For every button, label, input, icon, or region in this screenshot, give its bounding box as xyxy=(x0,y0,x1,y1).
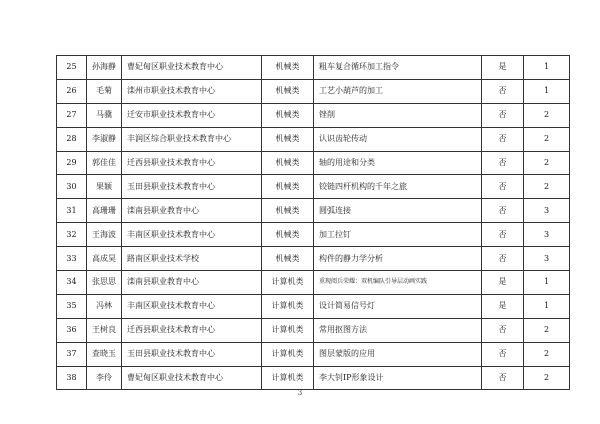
lesson-title-cell: 李大钊IP形象设计 xyxy=(314,366,482,390)
table-row xyxy=(57,103,570,127)
school-name-cell: 滦州市职业技术教育中心 xyxy=(122,79,262,103)
row-index-cell: 30 xyxy=(57,175,87,199)
row-index-cell: 27 xyxy=(57,103,87,127)
school-name-cell: 迁安市职业技术教育中心 xyxy=(122,103,262,127)
teacher-name-cell: 查晓玉 xyxy=(87,342,122,366)
row-index-cell: 37 xyxy=(57,342,87,366)
teacher-name-cell: 果颖 xyxy=(87,175,122,199)
school-name-cell: 曹妃甸区职业技术教育中心 xyxy=(122,366,262,390)
school-name-cell: 曹妃甸区职业技术教育中心 xyxy=(122,56,262,80)
rank-cell: 1 xyxy=(524,294,570,318)
flag-cell: 是 xyxy=(482,56,524,80)
table-row xyxy=(57,271,570,295)
teacher-name-cell: 孙海静 xyxy=(87,56,122,80)
teacher-name-cell: 冯林 xyxy=(87,294,122,318)
teacher-name-cell: 张思思 xyxy=(87,271,122,295)
teacher-name-cell: 王树良 xyxy=(87,318,122,342)
flag-cell: 否 xyxy=(482,223,524,247)
school-name-cell: 丰润区综合职业技术教育中心 xyxy=(122,127,262,151)
school-name-cell: 迁西县职业技术教育中心 xyxy=(122,151,262,175)
rank-cell: 2 xyxy=(524,366,570,390)
table-row xyxy=(57,79,570,103)
row-index-cell: 38 xyxy=(57,366,87,390)
table-row xyxy=(57,56,570,80)
school-name-cell: 迁西县职业技术教育中心 xyxy=(122,318,262,342)
lesson-title-cell: 轴的用途和分类 xyxy=(314,151,482,175)
table-row xyxy=(57,151,570,175)
row-index-cell: 25 xyxy=(57,56,87,80)
page-number: 3 xyxy=(297,389,303,397)
category-cell: 机械类 xyxy=(262,151,314,175)
flag-cell: 否 xyxy=(482,199,524,223)
table-body xyxy=(57,56,570,390)
school-name-cell: 路南区职业技术学校 xyxy=(122,247,262,271)
table-row xyxy=(57,247,570,271)
lesson-title-cell: 工艺小葫芦的加工 xyxy=(314,79,482,103)
category-cell: 机械类 xyxy=(262,223,314,247)
rank-cell: 1 xyxy=(524,271,570,295)
category-cell: 机械类 xyxy=(262,79,314,103)
row-index-cell: 33 xyxy=(57,247,87,271)
teacher-name-cell: 李淑静 xyxy=(87,127,122,151)
school-name-cell: 滦南县职业教育中心 xyxy=(122,199,262,223)
category-cell: 机械类 xyxy=(262,103,314,127)
table-row xyxy=(57,199,570,223)
rank-cell: 2 xyxy=(524,342,570,366)
rank-cell: 2 xyxy=(524,127,570,151)
row-index-cell: 28 xyxy=(57,127,87,151)
flag-cell: 是 xyxy=(482,294,524,318)
table-row xyxy=(57,294,570,318)
lesson-title-cell: 圆弧连接 xyxy=(314,199,482,223)
teacher-name-cell: 王海波 xyxy=(87,223,122,247)
table-row xyxy=(57,175,570,199)
flag-cell: 否 xyxy=(482,366,524,390)
teacher-name-cell: 郭佳佳 xyxy=(87,151,122,175)
rank-cell: 1 xyxy=(524,79,570,103)
flag-cell: 否 xyxy=(482,247,524,271)
rank-cell: 3 xyxy=(524,223,570,247)
school-name-cell: 玉田县职业技术教育中心 xyxy=(122,175,262,199)
row-index-cell: 34 xyxy=(57,271,87,295)
category-cell: 计算机类 xyxy=(262,342,314,366)
lesson-title-cell: 图层蒙版的应用 xyxy=(314,342,482,366)
flag-cell: 否 xyxy=(482,175,524,199)
rank-cell: 1 xyxy=(524,56,570,80)
lesson-title-cell: 锉削 xyxy=(314,103,482,127)
row-index-cell: 35 xyxy=(57,294,87,318)
table-row xyxy=(57,342,570,366)
lesson-title-cell: 认识齿轮传动 xyxy=(314,127,482,151)
school-name-cell: 丰南区职业技术教育中心 xyxy=(122,294,262,318)
teacher-name-cell: 毛菊 xyxy=(87,79,122,103)
table-row xyxy=(57,318,570,342)
lesson-title-cell: 加工拉钉 xyxy=(314,223,482,247)
flag-cell: 否 xyxy=(482,79,524,103)
flag-cell: 否 xyxy=(482,318,524,342)
lesson-title-cell: 粗车复合循环加工指令 xyxy=(314,56,482,80)
school-name-cell: 玉田县职业技术教育中心 xyxy=(122,342,262,366)
school-name-cell: 丰南区职业技术教育中心 xyxy=(122,223,262,247)
table-row xyxy=(57,127,570,151)
flag-cell: 否 xyxy=(482,127,524,151)
category-cell: 计算机类 xyxy=(262,271,314,295)
row-index-cell: 31 xyxy=(57,199,87,223)
category-cell: 机械类 xyxy=(262,247,314,271)
lesson-title-cell: 构件的静力学分析 xyxy=(314,247,482,271)
category-cell: 计算机类 xyxy=(262,366,314,390)
rank-cell: 2 xyxy=(524,103,570,127)
teacher-name-cell: 高珊珊 xyxy=(87,199,122,223)
row-index-cell: 36 xyxy=(57,318,87,342)
category-cell: 机械类 xyxy=(262,199,314,223)
rank-cell: 2 xyxy=(524,151,570,175)
lesson-title-cell: 设计简易信号灯 xyxy=(314,294,482,318)
lesson-title-cell: 常用抠图方法 xyxy=(314,318,482,342)
table-row xyxy=(57,223,570,247)
category-cell: 计算机类 xyxy=(262,318,314,342)
category-cell: 机械类 xyxy=(262,127,314,151)
flag-cell: 否 xyxy=(482,151,524,175)
rank-cell: 3 xyxy=(524,247,570,271)
table-row xyxy=(57,366,570,390)
flag-cell: 否 xyxy=(482,103,524,127)
teacher-name-cell: 李伶 xyxy=(87,366,122,390)
school-name-cell: 滦南县职业教育中心 xyxy=(122,271,262,295)
category-cell: 机械类 xyxy=(262,175,314,199)
teacher-name-cell: 高成昊 xyxy=(87,247,122,271)
row-index-cell: 26 xyxy=(57,79,87,103)
rank-cell: 2 xyxy=(524,318,570,342)
rank-cell: 2 xyxy=(524,175,570,199)
flag-cell: 否 xyxy=(482,342,524,366)
category-cell: 计算机类 xyxy=(262,294,314,318)
row-index-cell: 29 xyxy=(57,151,87,175)
teacher-name-cell: 马骥 xyxy=(87,103,122,127)
lesson-title-cell: 重现阅兵荣耀：双机编队引导层动画实践 xyxy=(314,271,482,295)
flag-cell: 是 xyxy=(482,271,524,295)
category-cell: 机械类 xyxy=(262,56,314,80)
award-table xyxy=(56,55,570,390)
lesson-title-cell: 铰链四杆机构的千年之旅 xyxy=(314,175,482,199)
row-index-cell: 32 xyxy=(57,223,87,247)
rank-cell: 3 xyxy=(524,199,570,223)
